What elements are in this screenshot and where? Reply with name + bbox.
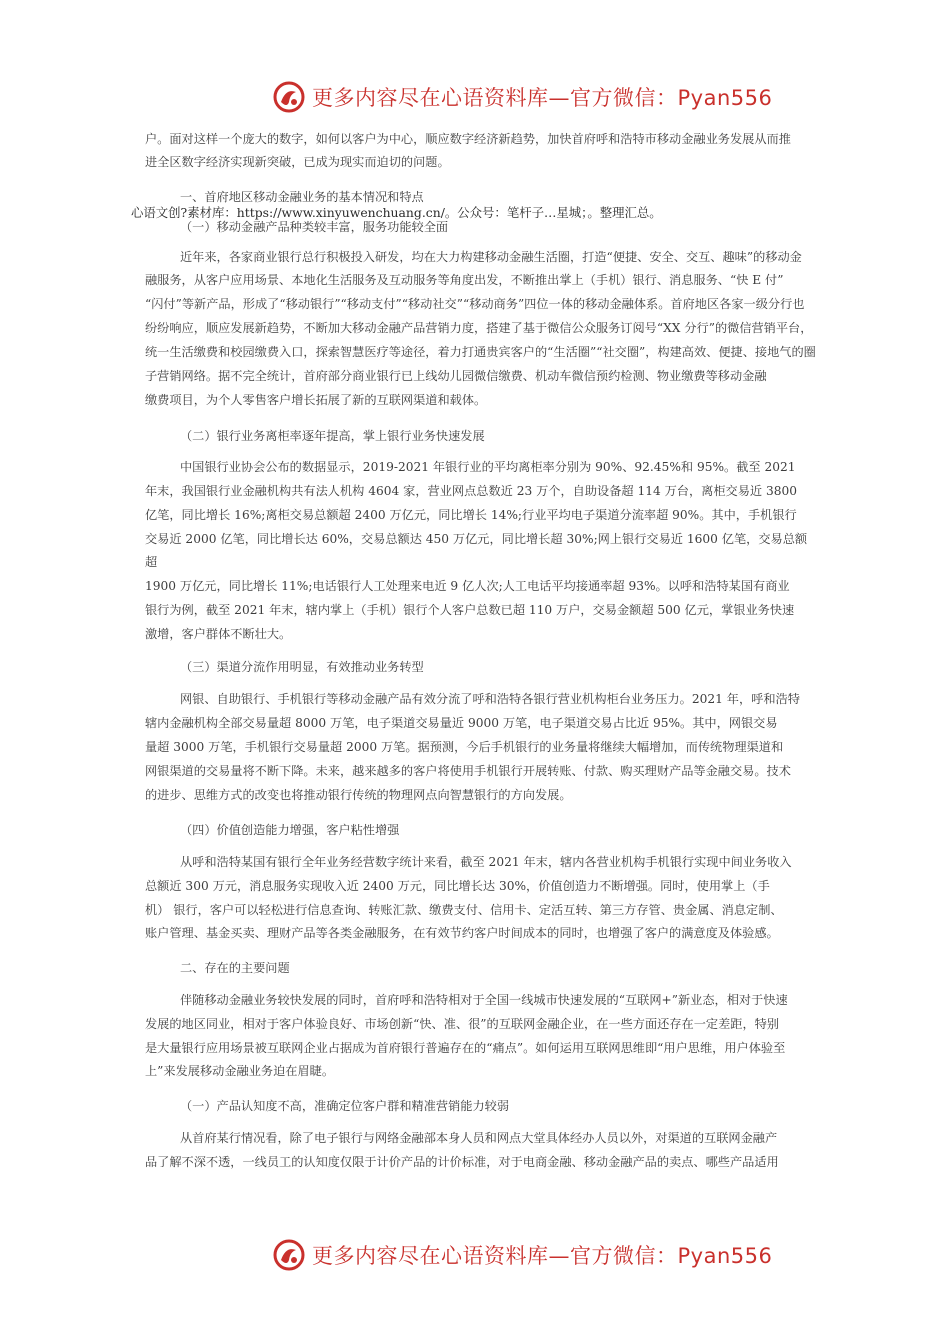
body-line: 激增，客户群体不断壮大。 xyxy=(145,627,292,641)
body-line: 融服务，从客户应用场景、本地化生活服务及互动服务等角度出发，不断推出掌上（手机）银行、消息服务、“快 E 付” xyxy=(145,273,784,287)
body-line: 近年来，各家商业银行总行积极投入研发，均在大力构建移动金融生活圈，打造“便捷、安全、交互、趣味”的移动金 xyxy=(180,250,802,264)
body-line: 网银、自助银行、手机银行等移动金融产品有效分流了呼和浩特各银行营业机构柜台业务压力。2021 年，呼和浩特 xyxy=(180,692,800,706)
banner-text: 更多内容尽在心语资料库—官方微信：Pyan556 xyxy=(312,1244,773,1268)
top-banner xyxy=(0,78,950,118)
body-line: 超 xyxy=(145,555,158,569)
body-line: 纷纷响应，顺应发展新趋势，不断加大移动金融产品营销力度，搭建了基于微信公众服务订阅号“XX 分行”的微信营销平台， xyxy=(145,321,813,335)
subsection-heading: （一）产品认知度不高，准确定位客户群和精准营销能力较弱 xyxy=(180,1099,510,1113)
body-line: 亿笔，同比增长 16%;离柜交易总额超 2400 万亿元，同比增长 14%;行业平均电子渠道分流率超 90%。其中，手机银行 xyxy=(145,508,797,522)
subsection-heading: （三）渠道分流作用明显，有效推动业务转型 xyxy=(180,660,424,674)
body-line: 网银渠道的交易量将不断下降。未来，越来越多的客户将使用手机银行开展转账、付款、购买理财产品等金融交易。技术 xyxy=(145,764,791,778)
body-line: 账户管理、基金买卖、理财产品等各类金融服务，在有效节约客户时间成本的同时，也增强了客户的满意度及体验感。 xyxy=(145,926,779,940)
subsection-heading: （一）移动金融产品种类较丰富，服务功能较全面 xyxy=(180,220,449,234)
body-line: “闪付”等新产品，形成了“移动银行”“移动支付”“移动社交”“移动商务”四位一体的移动金融体系。首府地区各家一级分行也 xyxy=(145,297,805,311)
body-line: 户。面对这样一个庞大的数字，如何以客户为中心，顺应数字经济新趋势，加快首府呼和浩特市移动金融业务发展从而推 xyxy=(145,132,791,146)
body-line: 进全区数字经济实现新突破，已成为现实而迫切的问题。 xyxy=(145,155,450,169)
swirl-logo-icon xyxy=(272,80,306,114)
swirl-logo-icon xyxy=(272,1238,306,1272)
body-line: 上”来发展移动金融业务迫在眉睫。 xyxy=(145,1064,335,1078)
body-line: 子营销网络。据不完全统计，首府部分商业银行已上线幼儿园微信缴费、机动车微信预约检测、物业缴费等移动金融 xyxy=(145,369,767,383)
body-line: 的进步、思维方式的改变也将推动银行传统的物理网点向智慧银行的方向发展。 xyxy=(145,788,572,802)
body-line: 交易近 2000 亿笔，同比增长达 60%，交易总额达 450 万亿元，同比增长超 30%;网上银行交易近 1600 亿笔，交易总额 xyxy=(145,532,808,546)
subsection-heading: （二）银行业务离柜率逐年提高，掌上银行业务快速发展 xyxy=(180,429,485,443)
body-line: 缴费项目，为个人零售客户增长拓展了新的互联网渠道和载体。 xyxy=(145,393,487,407)
body-line: 1900 万亿元，同比增长 11%;电话银行人工处理来电近 9 亿人次;人工电话平均接通率超 93%。以呼和浩特某国有商业 xyxy=(145,579,790,593)
body-line: 从呼和浩特某国有银行全年业务经营数字统计来看，截至 2021 年末，辖内各营业机构手机银行实现中间业务收入 xyxy=(180,855,792,869)
watermark-line: 心语文创?素材库：https://www.xinyuwenchuang.cn/。公众号：笔杆子…星城；。整理汇总。 xyxy=(131,205,662,220)
body-line: 从首府某行情况看，除了电子银行与网络金融部本身人员和网点大堂具体经办人员以外，对渠道的互联网金融产 xyxy=(180,1131,778,1145)
body-line: 统一生活缴费和校园缴费入口，探索智慧医疗等途径，着力打通贵宾客户的“生活圈”“社交圈”，构建高效、便捷、接地气的圈 xyxy=(145,345,816,359)
body-line: 辖内金融机构全部交易量超 8000 万笔，电子渠道交易量近 9000 万笔，电子渠道交易占比近 95%。其中，网银交易 xyxy=(145,716,778,730)
body-line: 发展的地区同业，相对于客户体验良好、市场创新“快、准、很”的互联网金融企业，在一些方面还存在一定差距，特别 xyxy=(145,1017,780,1031)
body-line: 品了解不深不透，一线员工的认知度仅限于计价产品的计价标准，对于电商金融、移动金融产品的卖点、哪些产品适用 xyxy=(145,1155,779,1169)
body-line: 年末，我国银行业金融机构共有法人机构 4604 家，营业网点总数近 23 万个，自助设备超 114 万台，离柜交易近 3800 xyxy=(145,484,797,498)
section-heading: 一、首府地区移动金融业务的基本情况和特点 xyxy=(180,190,424,204)
section-heading: 二、存在的主要问题 xyxy=(180,961,290,975)
body-line: 量超 3000 万笔，手机银行交易量超 2000 万笔。据预测，今后手机银行的业务量将继续大幅增加，而传统物理渠道和 xyxy=(145,740,784,754)
body-line: 是大量银行应用场景被互联网企业占据成为首府银行普遍存在的“痛点”。如何运用互联网思维即“用户思维，用户体验至 xyxy=(145,1041,786,1055)
subsection-heading: （四）价值创造能力增强，客户粘性增强 xyxy=(180,823,400,837)
bottom-banner xyxy=(0,1236,950,1276)
body-line: 伴随移动金融业务较快发展的同时，首府呼和浩特相对于全国一线城市快速发展的“互联网+”新业态，相对于快速 xyxy=(180,993,788,1007)
body-line: 机） 银行，客户可以轻松进行信息查询、转账汇款、缴费支付、信用卡、定活互转、第三方存管、贵金属、消息定制、 xyxy=(145,903,783,917)
body-line: 中国银行业协会公布的数据显示，2019-2021 年银行业的平均离柜率分别为 90%、92.45%和 95%。截至 2021 xyxy=(180,460,796,474)
banner-text: 更多内容尽在心语资料库—官方微信：Pyan556 xyxy=(312,86,773,110)
body-line: 总额近 300 万元，消息服务实现收入近 2400 万元，同比增长达 30%，价值创造力不断增强。同时，使用掌上（手 xyxy=(145,879,770,893)
body-line: 银行为例，截至 2021 年末，辖内掌上（手机）银行个人客户总数已超 110 万户，交易金额超 500 亿元，掌银业务快速 xyxy=(145,603,795,617)
